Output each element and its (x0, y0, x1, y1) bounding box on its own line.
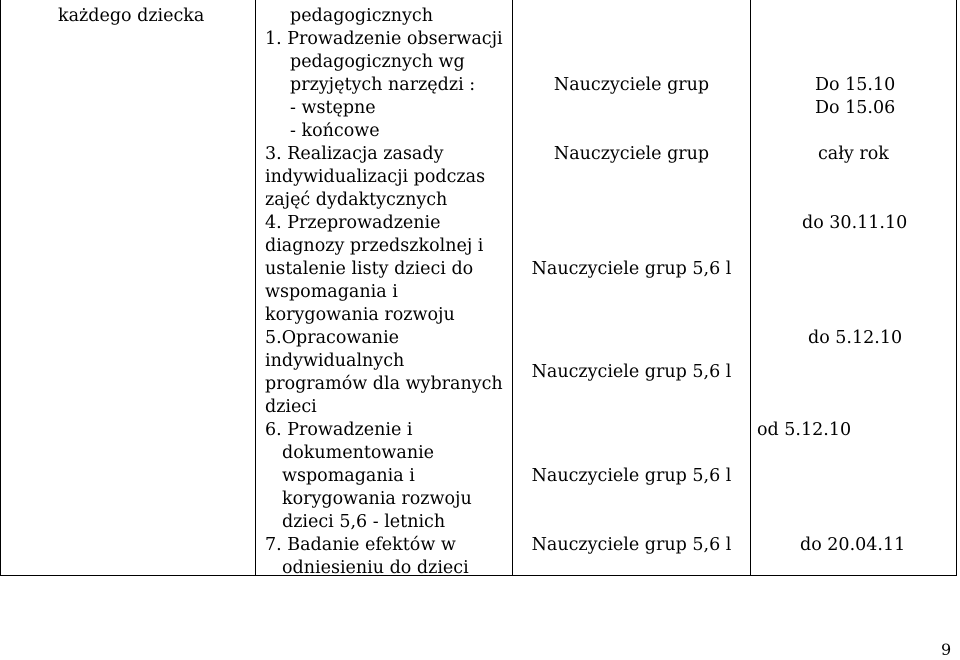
responsible-cell: Nauczyciele grup 5,6 l (531, 259, 732, 279)
task-line: 1. Prowadzenie obserwacji (265, 29, 503, 49)
table-border-right (956, 0, 957, 576)
task-line: odniesieniu do dzieci (282, 558, 469, 578)
task-line: 7. Badanie efektów w (265, 535, 456, 555)
task-line: dokumentowanie (282, 443, 435, 463)
task-line: pedagogicznych wg (290, 52, 465, 72)
deadline-cell: od 5.12.10 (757, 420, 852, 440)
deadline-cell: do 20.04.11 (800, 535, 906, 555)
task-line: - wstępne (290, 98, 376, 118)
child-column-text: każdego dziecka (58, 6, 205, 26)
task-line: wspomagania i (282, 466, 415, 486)
task-line: dzieci (265, 397, 317, 417)
task-line: ustalenie listy dzieci do (265, 259, 474, 279)
responsible-cell: Nauczyciele grup (553, 75, 710, 95)
table-border-bottom (0, 575, 957, 576)
table-divider-1 (255, 0, 256, 576)
deadline-cell: cały rok (818, 144, 889, 164)
deadline-cell: do 30.11.10 (802, 213, 908, 233)
task-line: 5.Opracowanie (265, 328, 400, 348)
task-line: dzieci 5,6 - letnich (282, 512, 446, 532)
responsible-cell: Nauczyciele grup 5,6 l (531, 535, 732, 555)
task-line: zajęć dydaktycznych (265, 190, 448, 210)
page-number: 9 (941, 640, 952, 659)
table-divider-3 (750, 0, 751, 576)
deadline-cell: Do 15.06 (815, 98, 896, 118)
task-line: korygowania rozwoju (265, 305, 455, 325)
responsible-cell: Nauczyciele grup 5,6 l (531, 466, 732, 486)
task-line: diagnozy przedszkolnej i (265, 236, 484, 256)
task-line: pedagogicznych (290, 6, 433, 26)
task-line: programów dla wybranych (265, 374, 503, 394)
task-line: indywidualizacji podczas (265, 167, 486, 187)
task-line: przyjętych narzędzi : (290, 75, 476, 95)
task-line: 4. Przeprowadzenie (265, 213, 441, 233)
task-line: 3. Realizacja zasady (265, 144, 444, 164)
deadline-cell: Do 15.10 (815, 75, 896, 95)
task-line: korygowania rozwoju (282, 489, 472, 509)
responsible-cell: Nauczyciele grup (553, 144, 710, 164)
table-border-left (0, 0, 1, 576)
responsible-cell: Nauczyciele grup 5,6 l (531, 362, 732, 382)
task-line: wspomagania i (265, 282, 398, 302)
task-line: 6. Prowadzenie i (265, 420, 413, 440)
task-line: - końcowe (290, 121, 380, 141)
deadline-cell: do 5.12.10 (808, 328, 903, 348)
task-line: indywidualnych (265, 351, 405, 371)
